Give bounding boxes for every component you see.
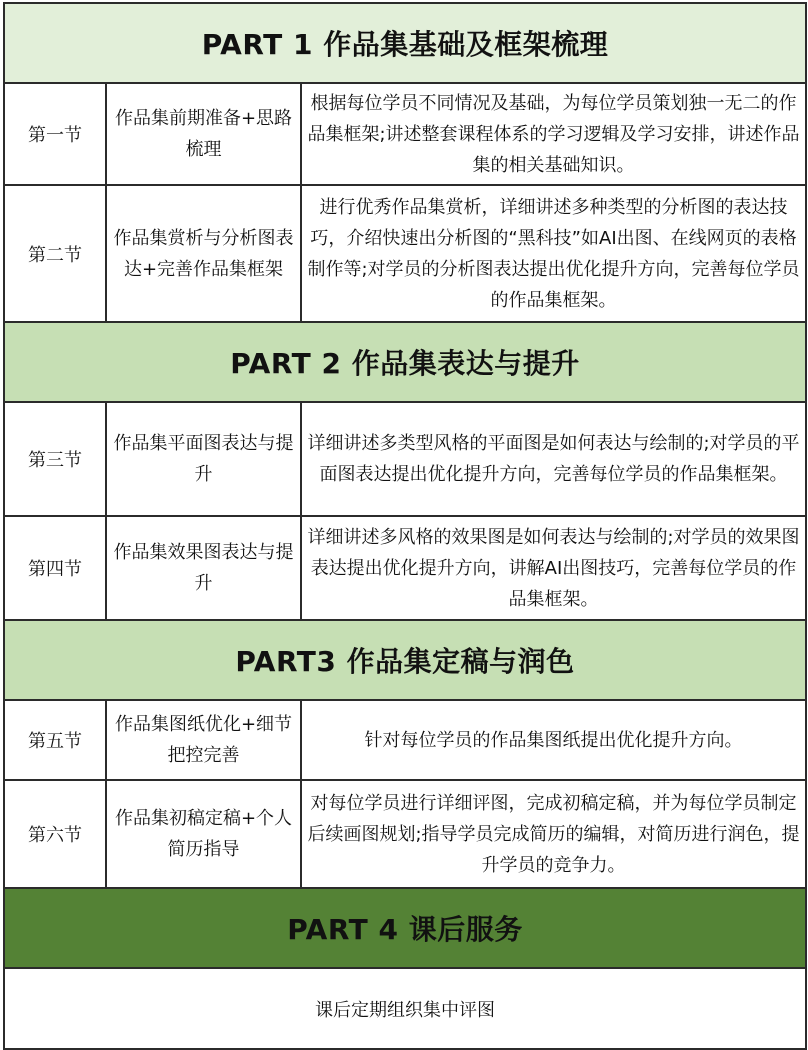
course-table bbox=[3, 2, 807, 1050]
section-description: 根据每位学员不同情况及基础，为每位学员策划独一无二的作品集框架;讲述整套课程体系的学习逻辑及学习安排，讲述作品集的相关基础知识。 bbox=[301, 83, 806, 185]
section-label: 第三节 bbox=[4, 402, 106, 516]
section-title: 作品集初稿定稿+个人简历指导 bbox=[106, 780, 301, 888]
section-description: 详细讲述多类型风格的平面图是如何表达与绘制的;对学员的平面图表达提出优化提升方向，完善每位学员的作品集框架。 bbox=[301, 402, 806, 516]
section-description: 对每位学员进行详细评图，完成初稿定稿，并为每位学员制定后续画图规划;指导学员完成简历的编辑，对简历进行润色，提升学员的竞争力。 bbox=[301, 780, 806, 888]
section-label: 第四节 bbox=[4, 516, 106, 620]
service-description: 课后定期组织集中评图 bbox=[4, 968, 806, 1049]
part-3-header-row bbox=[4, 620, 806, 700]
part-2-title: PART 2 作品集表达与提升 bbox=[4, 322, 806, 402]
section-row bbox=[4, 185, 806, 322]
part-4-header-row bbox=[4, 888, 806, 968]
part-1-title: PART 1 作品集基础及框架梳理 bbox=[4, 3, 806, 83]
section-description: 针对每位学员的作品集图纸提出优化提升方向。 bbox=[301, 700, 806, 780]
section-row bbox=[4, 516, 806, 620]
section-row bbox=[4, 402, 806, 516]
section-row bbox=[4, 83, 806, 185]
section-label: 第二节 bbox=[4, 185, 106, 322]
section-row bbox=[4, 700, 806, 780]
part-1-header-row bbox=[4, 3, 806, 83]
section-label: 第一节 bbox=[4, 83, 106, 185]
section-label: 第五节 bbox=[4, 700, 106, 780]
section-title: 作品集效果图表达与提升 bbox=[106, 516, 301, 620]
section-title: 作品集平面图表达与提升 bbox=[106, 402, 301, 516]
section-description: 详细讲述多风格的效果图是如何表达与绘制的;对学员的效果图表达提出优化提升方向，讲解AI出图技巧，完善每位学员的作品集框架。 bbox=[301, 516, 806, 620]
section-title: 作品集赏析与分析图表达+完善作品集框架 bbox=[106, 185, 301, 322]
service-row bbox=[4, 968, 806, 1049]
section-title: 作品集图纸优化+细节把控完善 bbox=[106, 700, 301, 780]
part-4-title: PART 4 课后服务 bbox=[4, 888, 806, 968]
part-2-header-row bbox=[4, 322, 806, 402]
section-description: 进行优秀作品集赏析，详细讲述多种类型的分析图的表达技巧，介绍快速出分析图的“黑科技”如AI出图、在线网页的表格制作等;对学员的分析图表达提出优化提升方向，完善每位学员的作品集框架。 bbox=[301, 185, 806, 322]
section-title: 作品集前期准备+思路梳理 bbox=[106, 83, 301, 185]
part-3-title: PART3 作品集定稿与润色 bbox=[4, 620, 806, 700]
section-label: 第六节 bbox=[4, 780, 106, 888]
section-row bbox=[4, 780, 806, 888]
